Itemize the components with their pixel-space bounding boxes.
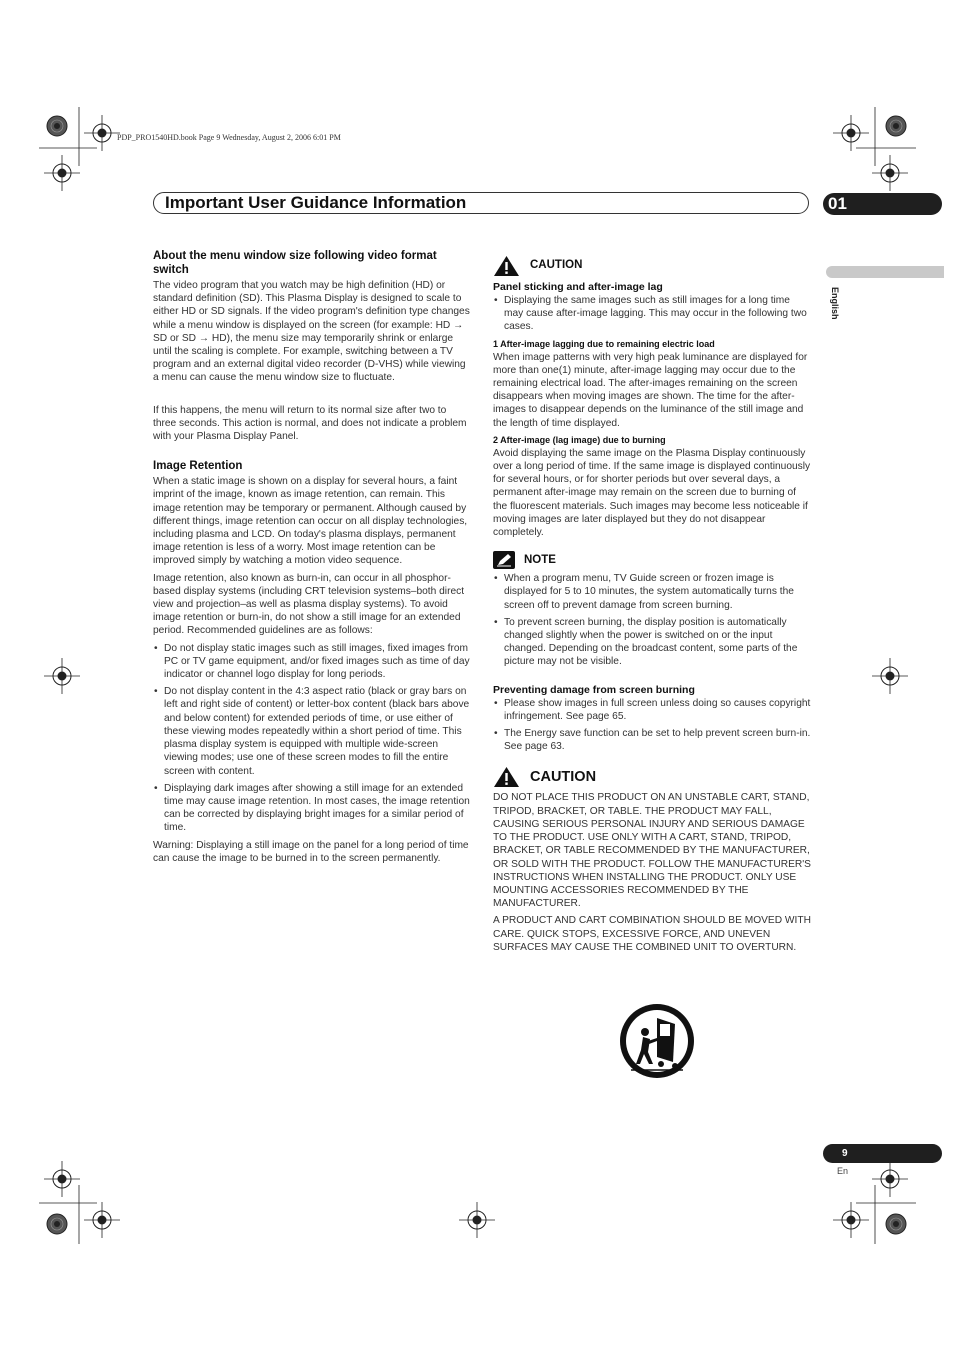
panel-sticking-list (493, 294, 811, 334)
list-item: • To prevent screen burning, the display position is automatically changed slightly when the power is switched on or the input changed. Depending on the broadcast content, some parts of the picture may not be visible. (493, 616, 811, 669)
chapter-badge: 01 (823, 193, 942, 215)
caution-header (493, 255, 811, 277)
cart-caution-paragraph-2: A PRODUCT AND CART COMBINATION SHOULD BE MOVED WITH CARE. QUICK STOPS, EXCESSIVE FORCE, AND UNEVEN SURFACES MAY CAUSE THE COMBINED UNIT TO OVERTURN. (493, 915, 811, 953)
language-tab (826, 266, 944, 278)
case-2-heading: 2 After-image (lag image) due to burning (493, 434, 666, 445)
list-item: • When a program menu, TV Guide screen or frozen image is displayed for 5 to 10 minutes, the system automatically turns the screen off to prevent damage from screen burning. (493, 572, 811, 612)
language-label: English (830, 287, 840, 320)
cart-tip-over-warning-icon (617, 1002, 697, 1080)
right-column (493, 255, 811, 958)
caution-triangle-icon (493, 766, 520, 788)
preventing-damage-list (493, 697, 811, 754)
page-title-bar (153, 192, 809, 214)
panel-sticking-heading: Panel sticking and after-image lag (493, 281, 663, 293)
case-2-text: Avoid displaying the same image on the Plasma Display continuously over a long period of time. If the same image is displayed continuously for several hours, or for shorter periods but over several days, a permanent after-image may remain on the screen due to burning of the fluorescent materials. Such images may become less noticeable if moving images are later displayed but they do not disappear completely. (493, 447, 811, 539)
page-number: 9 (823, 1144, 942, 1163)
image-retention-paragraph-2: Image retention, also known as burn-in, can occur in all phosphor-based display systems (including CRT television systems–both direct view and projection–as well as plasma display systems). To avoid image retention or burn-in, do not show a still image for an extended period. Recommended guidelines are as follows: (153, 572, 465, 637)
list-item: • Displaying dark images after showing a still image for an extended time may cause image retention. In most cases, the image retention can be corrected by displaying bright images for a similar period of time. (153, 782, 471, 835)
page-title: Important User Guidance Information (165, 193, 467, 212)
list-item: • Do not display content in the 4:3 aspect ratio (black or gray bars on left and right side of content) or letter-box content (black bars above and below content) for extended periods of time, or use either of these viewing modes repeatedly within a short period of time. This plasma display system is equipped with multiple wide-screen viewing modes; use one of these screen modes to fill the entire screen with content. (153, 685, 471, 777)
note-header (493, 551, 811, 569)
case-1-text: When image patterns with very high peak luminance are displayed for more than one(1) minute, after-image lagging may occur due to the remaining electrical load. The after-images remaining on the screen disappears when moving images are shown. The time for the after-images to disappear depends on the luminance of the still image and the length of time displayed. (493, 351, 808, 429)
list-item: • Please show images in full screen unless doing so causes copyright infringement. See page 65. (493, 697, 811, 723)
menu-size-heading: About the menu window size following video format switch (153, 250, 437, 276)
cart-caution-paragraph-1: DO NOT PLACE THIS PRODUCT ON AN UNSTABLE CART, STAND, TRIPOD, BRACKET, OR TABLE. THE PRODUCT MAY FALL, CAUSING SERIOUS PERSONAL INJURY AND SERIOUS DAMAGE TO THE PRODUCT. USE ONLY WITH A CART, STAND, TRIPOD, BRACKET, OR TABLE RECOMMENDED BY THE MANUFACTURER, OR SOLD WITH THE PRODUCT. FOLLOW THE MANUFACTURER'S INSTRUCTIONS WHEN INSTALLING THE PRODUCT. ONLY USE MOUNTING ACCESSORIES RECOMMENDED BY THE MANUFACTURER. (493, 792, 811, 910)
note-list (493, 572, 811, 668)
caution-header-2 (493, 766, 811, 788)
list-item: • Displaying the same images such as still images for a long time may cause after-image lagging. This may occur in the following two cases. (493, 294, 811, 334)
retention-guidelines-list (153, 642, 471, 835)
page-language-code: En (837, 1166, 849, 1176)
image-retention-paragraph-1: When a static image is shown on a display for several hours, a faint imprint of the image, known as image retention, can remain. This image retention may be temporary or permanent. Although caused by different things, image retention can occur on all display technologies, including plasma and LCD. On today's plasma displays, permanent image retention is less of a worry. Most image retention can be improved simply by watching a motion video sequence. (153, 476, 468, 567)
print-info: PDP_PRO1540HD.book Page 9 Wednesday, August 2, 2006 6:01 PM (117, 133, 341, 142)
caution-triangle-icon (493, 255, 520, 277)
list-item: • Do not display static images such as still images, fixed images from PC or TV game equipment, and/or fixed images such as time of day indicator or channel logo display for long periods. (153, 642, 471, 682)
menu-size-paragraph-1: The video program that you watch may be high definition (HD) or standard definition (SD). This Plasma Display is designed to scale to either HD or SD signals. If the video program's definition type changes while a menu window is displayed on the screen (for example: HD → SD or SD → HD), the menu size may temporarily shrink or enlarge until the scaling is complete. For example, switching between a TV program and an external digital video recorder (D-VHS) while viewing a menu can cause the menu window size to fluctuate. (153, 280, 470, 384)
image-retention-heading: Image Retention (153, 460, 243, 473)
left-column (153, 249, 471, 869)
note-pencil-icon (493, 551, 515, 569)
note-label: NOTE (524, 553, 556, 566)
list-item: • The Energy save function can be set to help prevent screen burn-in. See page 63. (493, 727, 811, 753)
caution-label-2: CAUTION (530, 768, 597, 785)
case-1-heading: 1 After-image lagging due to remaining electric load (493, 338, 715, 349)
burn-in-warning: Warning: Displaying a still image on the panel for a long period of time can cause the image to be burned in to the screen permanently. (153, 839, 469, 864)
menu-size-paragraph-2: If this happens, the menu will return to its normal size after two to three seconds. This action is normal, and does not indicate a problem with your Plasma Display Panel. (153, 404, 467, 443)
preventing-damage-heading: Preventing damage from screen burning (493, 683, 695, 696)
caution-label: CAUTION (530, 259, 583, 272)
